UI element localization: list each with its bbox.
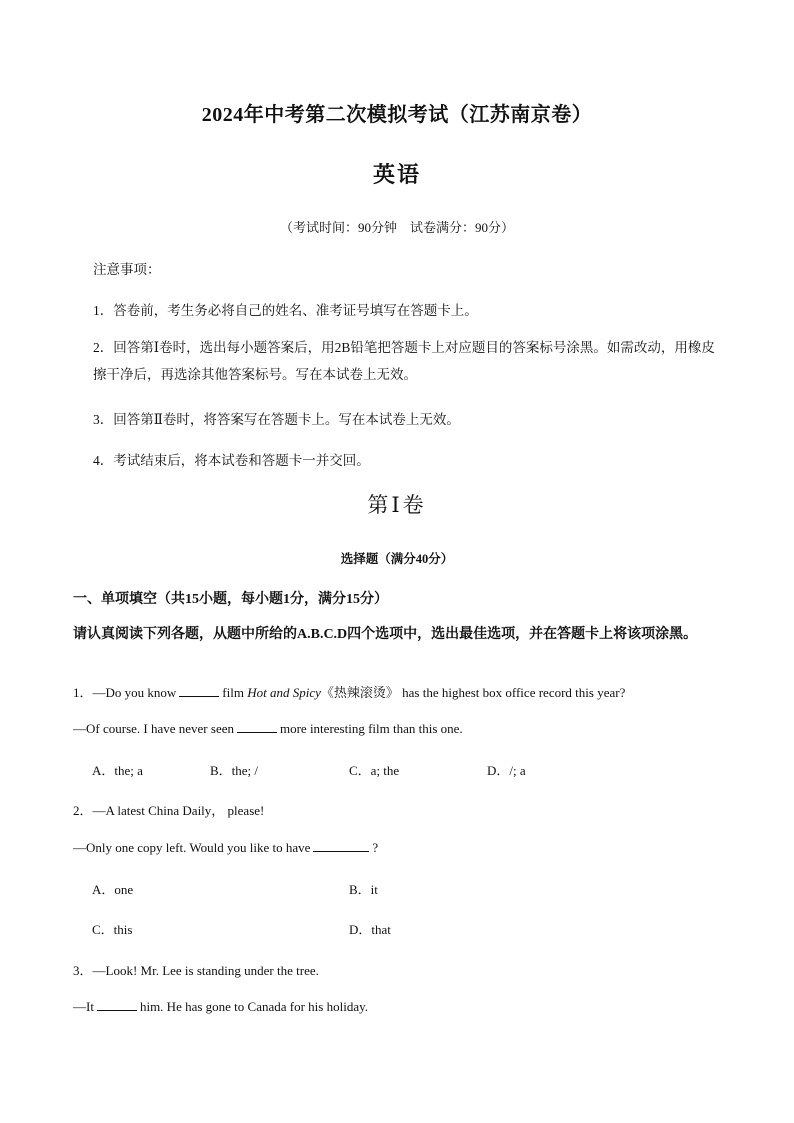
section-instruction: 请认真阅读下列各题，从题中所给的A.B.C.D四个选项中，选出最佳选项，并在答题卡上将该项涂黑。 bbox=[73, 627, 698, 642]
response-text: —Of course. I have never seen bbox=[73, 721, 234, 736]
question-3-stem: 3．—Look! Mr. Lee is standing under the tree. bbox=[73, 963, 319, 978]
note-item: 1．答卷前，考生务必将自己的姓名、准考证号填写在答题卡上。 bbox=[93, 303, 478, 318]
response-text: him. He has gone to Canada for his holiday. bbox=[139, 999, 369, 1014]
subject-title: 英语 bbox=[372, 162, 421, 187]
question-2-response bbox=[73, 840, 378, 856]
exam-title: 2024年中考第二次模拟考试（江苏南京卷） bbox=[201, 104, 593, 126]
question-1-stem bbox=[73, 682, 625, 701]
part-subtitle: 选择题（满分40分） bbox=[340, 552, 454, 566]
notes-heading: 注意事项： bbox=[93, 262, 161, 277]
question-2-stem: 2．—A latest China Daily， please! bbox=[73, 803, 265, 818]
answer-blank bbox=[97, 999, 137, 1011]
question-text: film bbox=[222, 685, 244, 700]
note-item: 2．回答第Ⅰ卷时，选出每小题答案后，用2B铅笔把答题卡上对应题目的答案标号涂黑。如需改动，用橡皮擦干净后，再选涂其他答案标号。写在本试卷上无效。 bbox=[93, 340, 715, 382]
answer-blank bbox=[313, 840, 369, 852]
option-a[interactable]: A．the; a bbox=[92, 763, 143, 778]
option-c[interactable]: C．a; the bbox=[349, 763, 400, 778]
film-title-cn: 《热辣滚烫》 bbox=[320, 685, 399, 700]
part-title: 第Ⅰ卷 bbox=[367, 493, 427, 517]
response-text: —Only one copy left. Would you like to have bbox=[73, 840, 311, 855]
response-text: —It bbox=[73, 999, 94, 1014]
answer-blank bbox=[179, 685, 219, 697]
section-heading: 一、单项填空（共15小题，每小题1分，满分15分） bbox=[73, 592, 388, 607]
response-text: ? bbox=[372, 840, 379, 855]
response-text: more interesting film than this one. bbox=[279, 721, 463, 736]
answer-blank bbox=[237, 721, 277, 733]
option-b[interactable]: B．it bbox=[349, 882, 378, 897]
question-text: 1．—Do you know bbox=[73, 685, 177, 700]
question-text: has the highest box office record this year? bbox=[402, 685, 626, 700]
option-d[interactable]: D．that bbox=[349, 922, 391, 937]
option-c[interactable]: C．this bbox=[92, 922, 133, 937]
note-item: 3．回答第Ⅱ卷时，将答案写在答题卡上。写在本试卷上无效。 bbox=[93, 412, 460, 427]
question-1-response bbox=[73, 721, 463, 737]
option-d[interactable]: D．/; a bbox=[487, 763, 526, 778]
option-b[interactable]: B．the; / bbox=[210, 763, 259, 778]
note-item: 4．考试结束后，将本试卷和答题卡一并交回。 bbox=[93, 453, 370, 468]
film-title: Hot and Spicy bbox=[247, 685, 321, 700]
question-3-response bbox=[73, 999, 368, 1015]
exam-info: （考试时间：90分钟 试卷满分：90分） bbox=[279, 220, 514, 235]
option-a[interactable]: A．one bbox=[92, 882, 134, 897]
